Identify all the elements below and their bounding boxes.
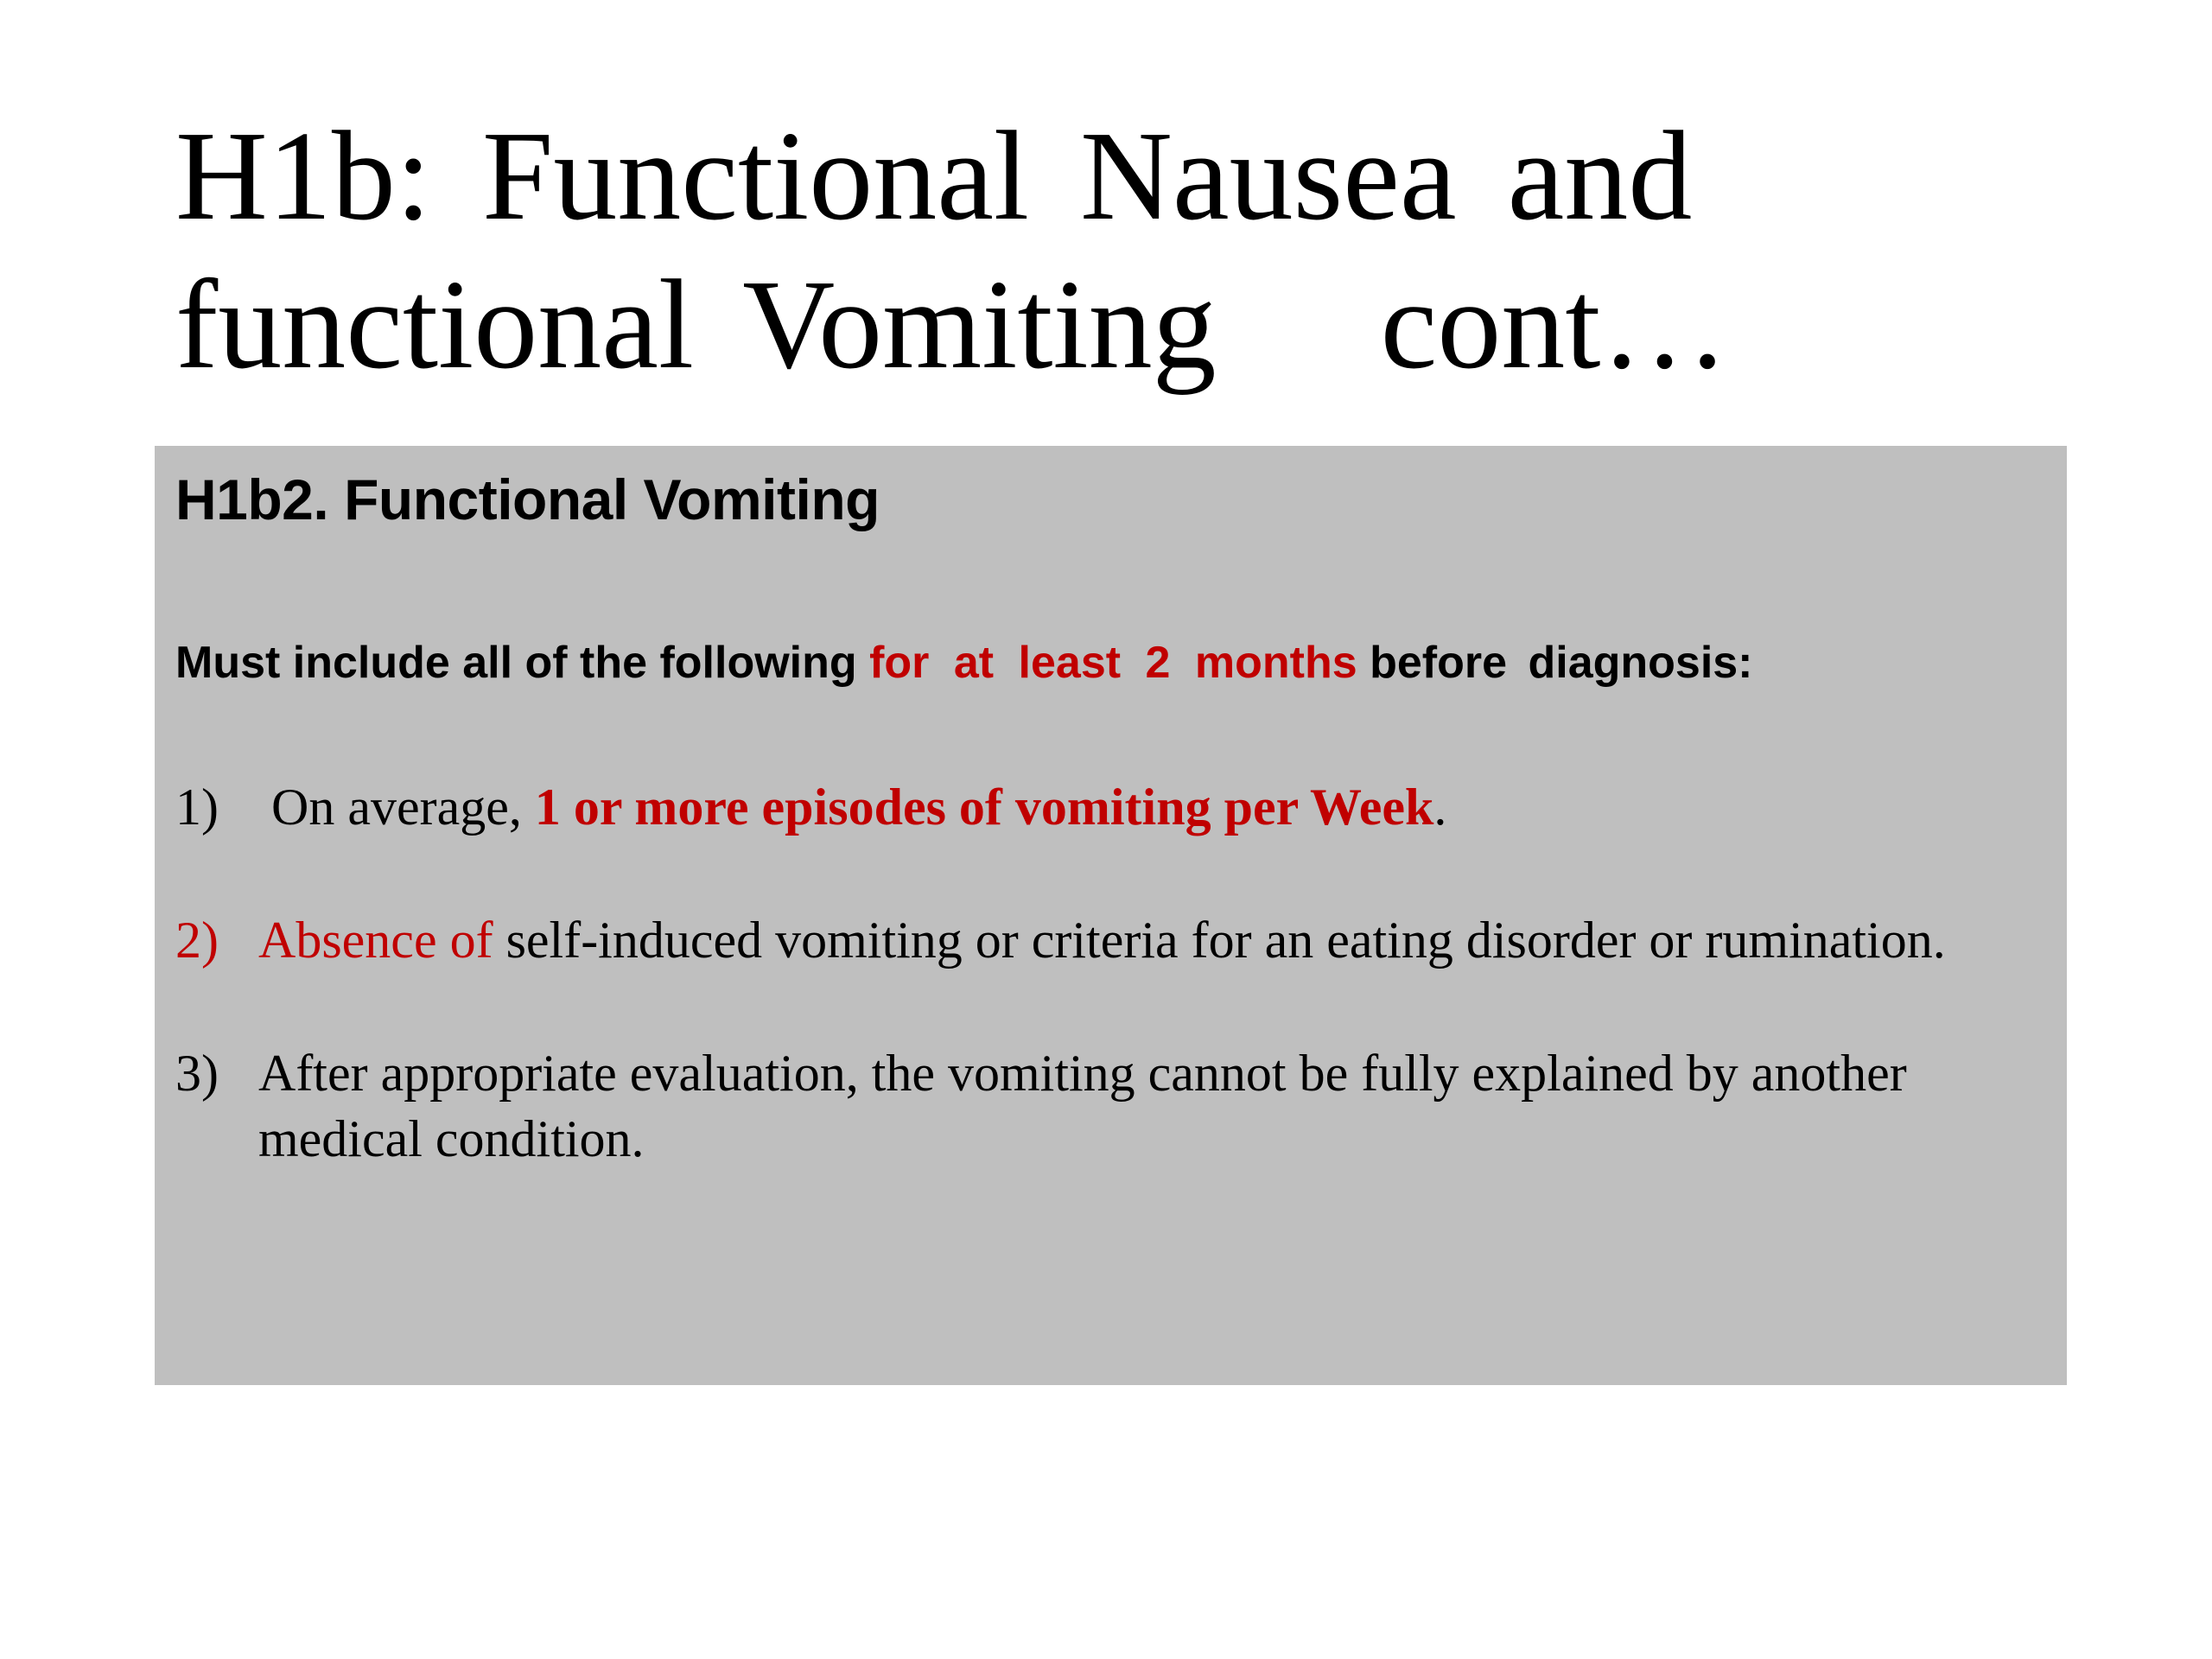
criterion-1 (175, 774, 2050, 840)
intro-black: Must include all of the following (175, 638, 857, 688)
criterion-number: 3) (175, 1045, 219, 1102)
criterion-text: After appropriate evaluation, the vomiting cannot be fully explained by another medical condition. (258, 1045, 1907, 1167)
criteria-list (175, 774, 2050, 1239)
criterion-highlight: 1 or more episodes of vomiting per Week (534, 779, 1434, 836)
section-heading: H1b2. Functional Vomiting (175, 467, 880, 531)
title-line-2: functional Vomiting (175, 254, 1217, 396)
title-cont: cont… (1380, 254, 1729, 396)
title-line-1: H1b: Functional Nausea and (175, 105, 1693, 247)
criterion-number: 1) (175, 779, 219, 836)
intro-text (175, 634, 1753, 691)
criterion-number: 2) (175, 912, 219, 969)
criterion-highlight: Absence of (258, 912, 493, 969)
intro-tail: before diagnosis: (1370, 638, 1753, 688)
criterion-suffix: . (1433, 779, 1447, 836)
slide-title (175, 102, 2033, 399)
criterion-2 (175, 907, 2050, 973)
criterion-text: self-induced vomiting or criteria for an eating disorder or rumination. (493, 912, 1946, 969)
criteria-panel (155, 446, 2067, 1385)
intro-duration: for at least 2 months (869, 638, 1357, 688)
criterion-prefix: On average, (258, 779, 535, 836)
criterion-3 (175, 1040, 2050, 1172)
